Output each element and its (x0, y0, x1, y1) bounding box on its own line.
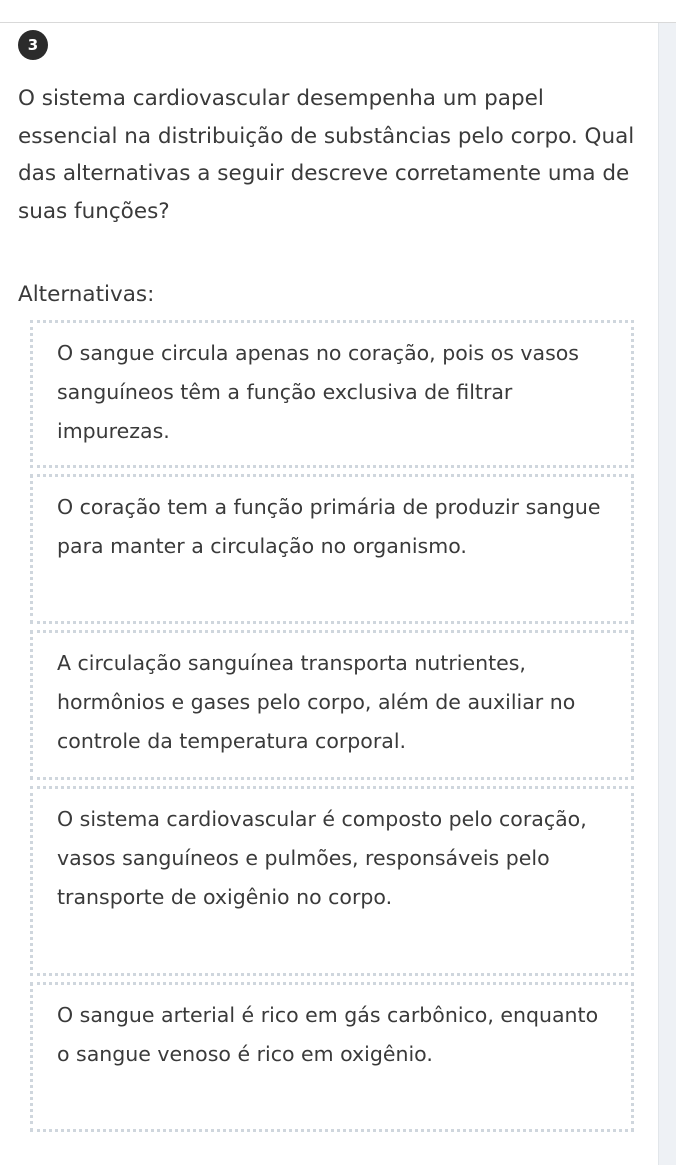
right-side-panel (658, 23, 676, 1165)
alternatives-list (30, 320, 634, 1138)
alternative-option-2[interactable]: O coração tem a função primária de produzir sangue para manter a circulação no organismo. (30, 474, 634, 624)
alternatives-label: Alternativas: (18, 282, 155, 307)
alternative-option-1[interactable]: O sangue circula apenas no coração, pois os vasos sanguíneos têm a função exclusiva de filtrar impurezas. (30, 320, 634, 468)
alternative-option-3[interactable]: A circulação sanguínea transporta nutrientes, hormônios e gases pelo corpo, além de auxiliar no controle da temperatura corporal. (30, 630, 634, 780)
alternative-option-5[interactable]: O sangue arterial é rico em gás carbônico, enquanto o sangue venoso é rico em oxigênio. (30, 982, 634, 1132)
question-number-badge: 3 (18, 30, 48, 60)
alternative-option-4[interactable]: O sistema cardiovascular é composto pelo coração, vasos sanguíneos e pulmões, responsáveis pelo transporte de oxigênio no corpo. (30, 786, 634, 976)
question-text: O sistema cardiovascular desempenha um papel essencial na distribuição de substâncias pelo corpo. Qual das alternativas a seguir descreve corretamente uma de suas funções? (18, 86, 635, 224)
top-divider (0, 22, 676, 23)
